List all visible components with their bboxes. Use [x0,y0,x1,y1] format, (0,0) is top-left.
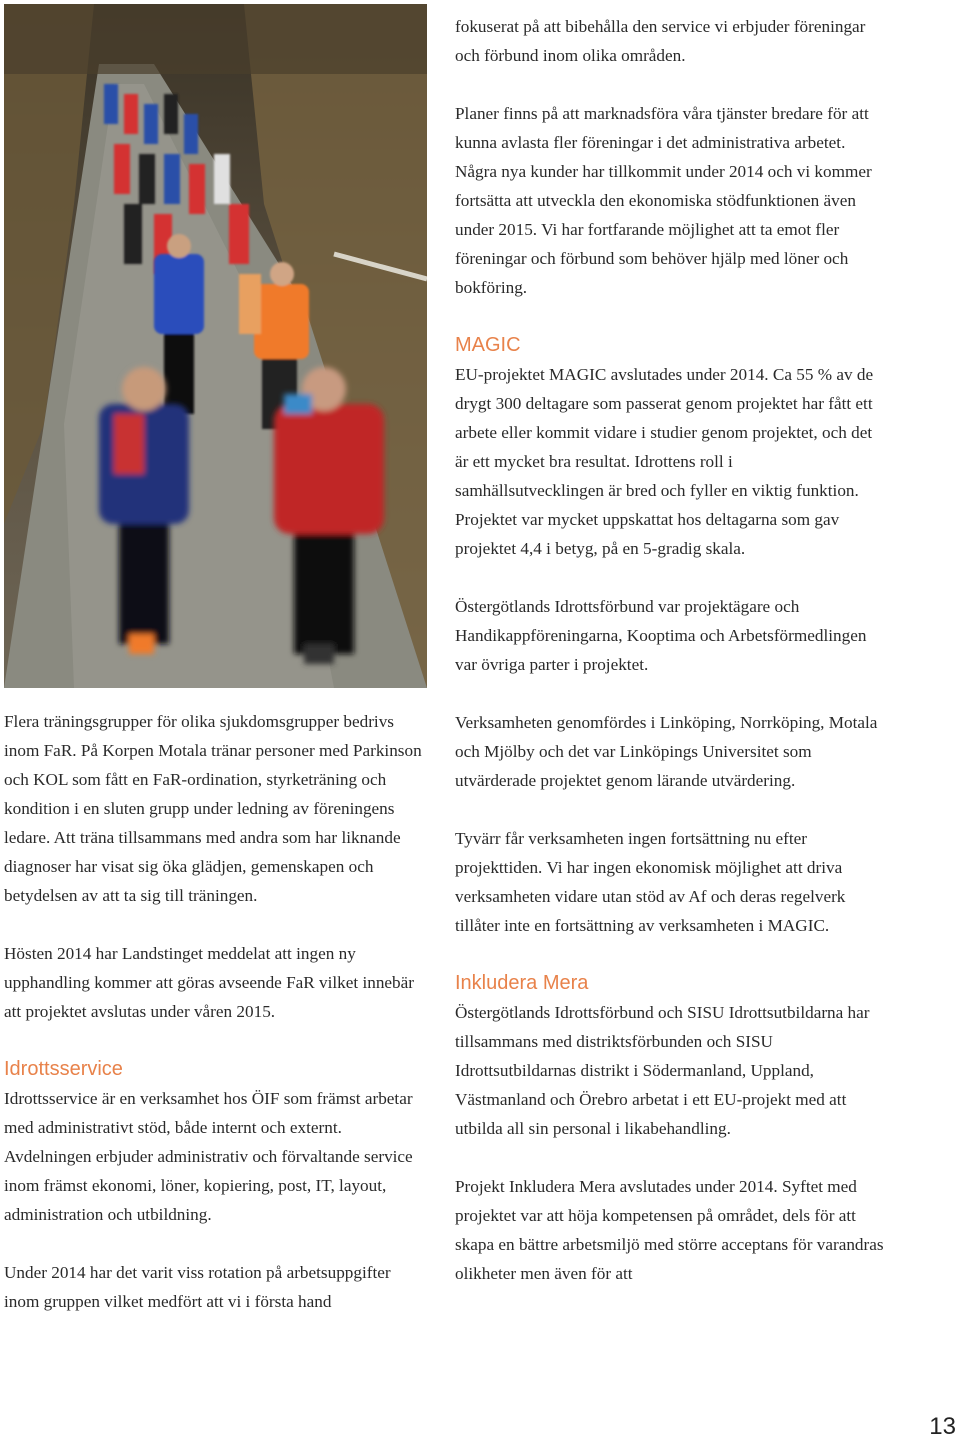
idrottsservice-paragraph: Idrottsservice är en verksamhet hos ÖIF som främst arbetar med administrativt stöd, både internt och externt. Avdelningen erbjuder administrativ och förvaltande service inom främst ekonomi, löner, kopiering, post, IT, layout, administration och utbildning. [4,1089,413,1224]
rotation-paragraph: Under 2014 har det varit viss rotation på arbetsuppgifter inom gruppen vilket medfört att vi i första hand [4,1263,391,1311]
page-number: 13 [929,1413,956,1440]
marketing-paragraph: Planer finns på att marknadsföra våra tjänster bredare för att kunna avlasta fler föreningar i det administrativa arbetet. Några nya kunder har tillkommit under 2014 och vi kommer fortsätta att utveckla den ekonomiska stödfunktionen även under 2015. Vi har fortfarande möjlighet att ta emot fler föreningar och förbund som behöver hjälp med löner och bokföring. [455,104,872,297]
idrottsservice-heading: Idrottsservice [4,1058,123,1080]
inkludera-mera-heading: Inkludera Mera [455,972,589,994]
magic-end-paragraph: Tyvärr får verksamheten ingen fortsättning nu efter projekttiden. Vi har ingen ekonomisk möjlighet att driva verksamheten vidare utan stöd av Af och deras regelverk tillåter inte en fortsättning av verksamheten i MAGIC. [455,829,846,935]
inkludera-purpose-paragraph: Projekt Inkludera Mera avslutades under 2014. Syftet med projektet var att höja kompetensen på området, dels för att skapa en bättre arbetsmiljö med större acceptans för varandras olikheter men även för att [455,1177,884,1283]
right-column [455,12,885,1288]
magic-results-paragraph: EU-projektet MAGIC avslutades under 2014. Ca 55 % av de drygt 300 deltagare som passerat genom projektet har fått ett arbete eller kommit vidare i studier genom projektet, och det är ett mycket bra resultat. Idrottens roll i samhällsutvecklingen är bred och fyller en viktig funktion. Projektet var mycket uppskattat hos deltagarna som gav projektet 4,4 i betyg, på en 5-gradig skala. [455,365,874,558]
runners-illustration [4,4,427,688]
landstinget-paragraph: Hösten 2014 har Landstinget meddelat att ingen ny upphandling kommer att göras avseende FaR vilket innebär att projektet avslutas under våren 2015. [4,944,415,1021]
service-continuation-paragraph: fokuserat på att bibehålla den service vi erbjuder föreningar och förbund inom olika områden. [455,17,866,65]
left-column [4,707,427,1316]
magic-heading: MAGIC [455,334,521,356]
magic-locations-paragraph: Verksamheten genomfördes i Linköping, Norrköping, Motala och Mjölby och det var Linköpings Universitet som utvärderade projektet genom lärande utvärdering. [455,713,878,790]
magic-partners-paragraph: Östergötlands Idrottsförbund var projektägare och Handikappföreningarna, Kooptima och Arbetsförmedlingen var övriga parter i projektet. [455,597,867,674]
far-groups-paragraph: Flera träningsgrupper för olika sjukdomsgrupper bedrivs inom FaR. På Korpen Motala tränar personer med Parkinson och KOL som fått en FaR-ordination, styrketräning och kondition i en sluten grupp under ledning av föreningens ledare. Att träna tillsammans med andra som har liknande diagnoser har visat sig öka glädjen, gemenskapen och betydelsen av att ta sig till träningen. [4,712,422,905]
runners-photo [4,4,427,688]
inkludera-partners-paragraph: Östergötlands Idrottsförbund och SISU Idrottsutbildarna har tillsammans med distriktsförbunden och SISU Idrottsutbildarnas distrikt i Södermanland, Uppland, Västmanland och Örebro arbetat i ett EU-projekt med att utbilda all sin personal i likabehandling. [455,1003,870,1138]
